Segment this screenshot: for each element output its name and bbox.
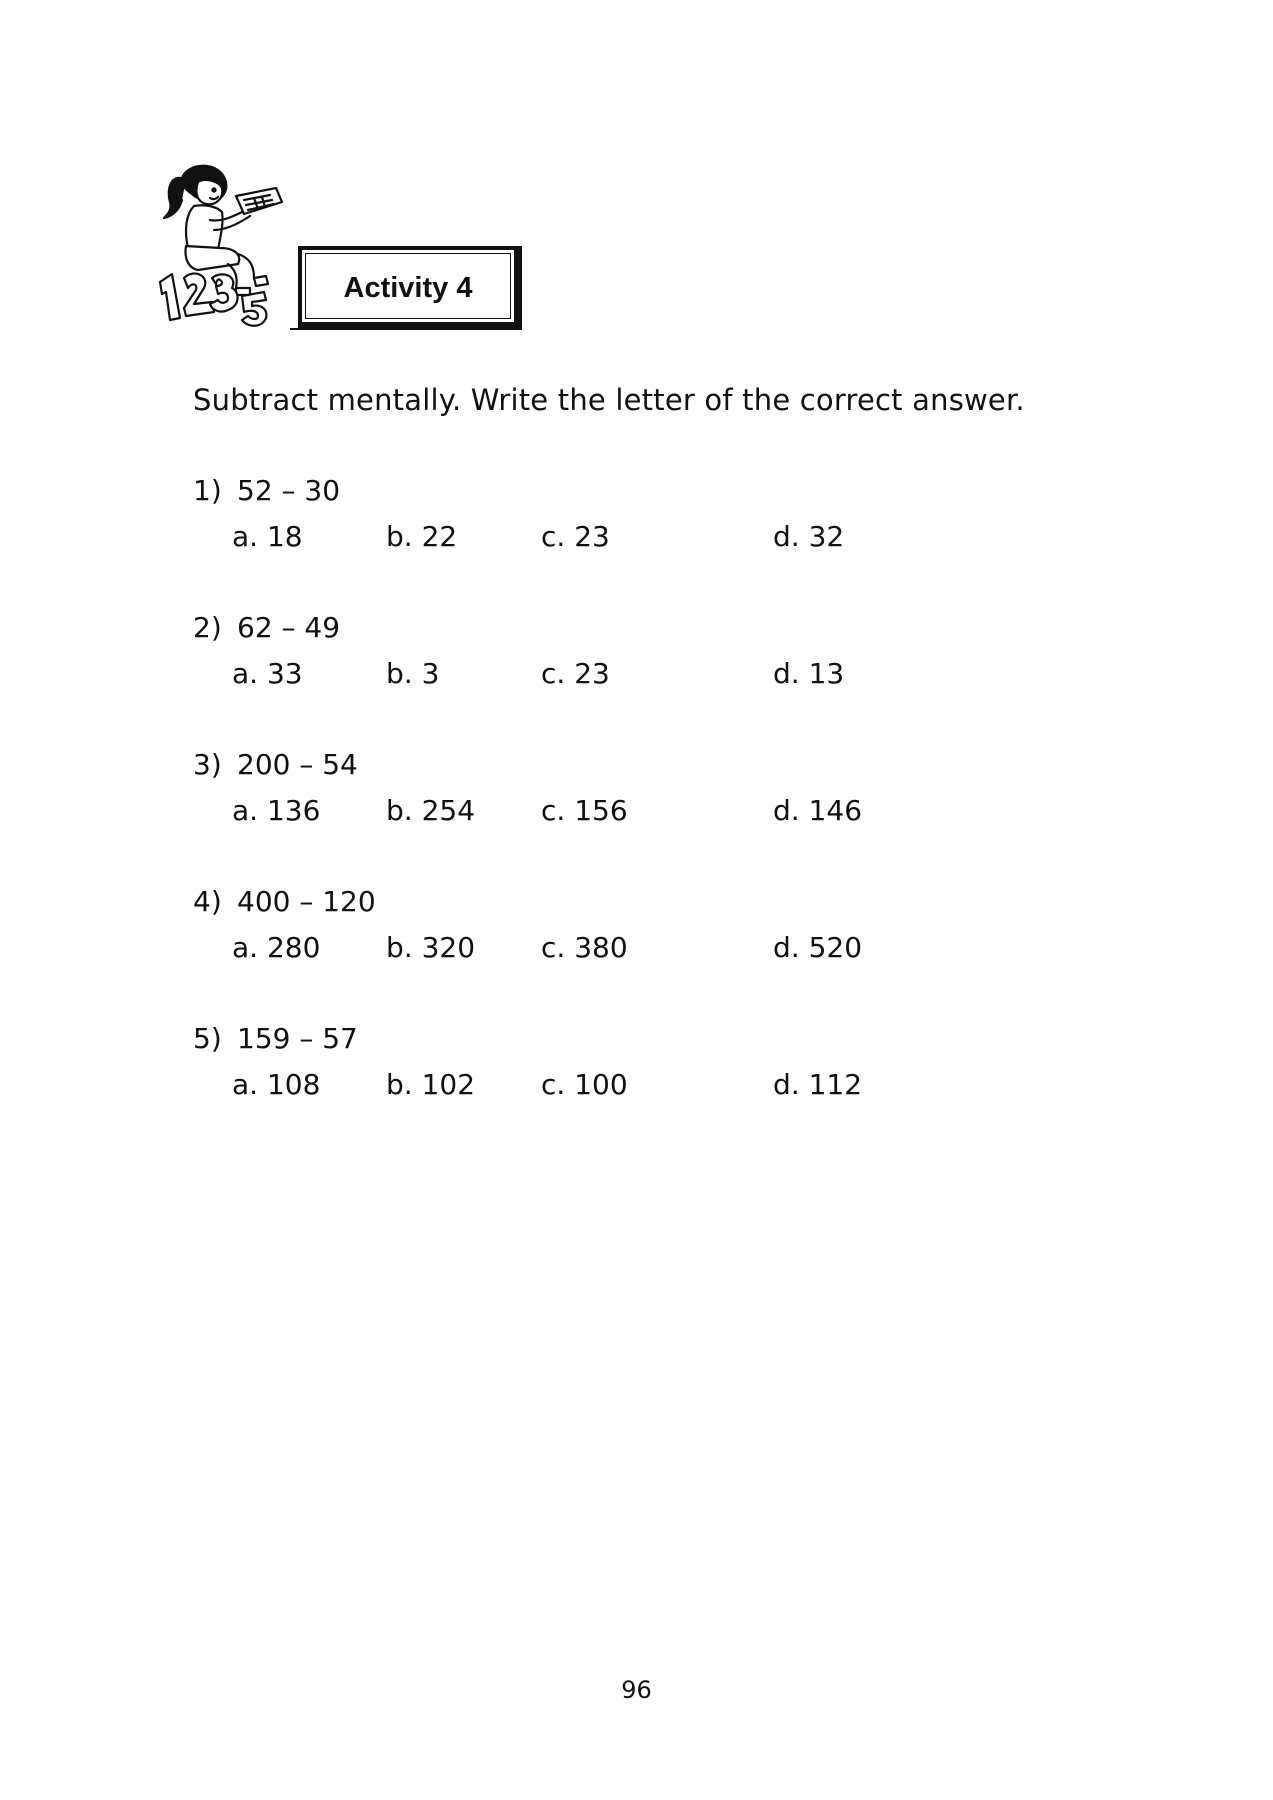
choice-d: d. 32 (773, 520, 845, 553)
activity-title: Activity 4 (343, 272, 473, 304)
question-problem: 62 – 49 (237, 611, 341, 644)
question-number: 1) (193, 474, 222, 507)
question-number: 3) (193, 748, 222, 781)
choice-c: c. 23 (541, 520, 610, 553)
choice-a: a. 18 (232, 520, 303, 553)
question-problem: 400 – 120 (237, 885, 376, 918)
choice-b: b. 254 (386, 794, 476, 827)
choice-c: c. 156 (541, 794, 628, 827)
choice-a: a. 280 (232, 931, 321, 964)
question-number: 5) (193, 1022, 222, 1055)
page-number: 96 (621, 1676, 652, 1704)
choice-b: b. 22 (386, 520, 458, 553)
instructions: Subtract mentally. Write the letter of the correct answer. (193, 383, 1025, 417)
question-number: 2) (193, 611, 222, 644)
choice-c: c. 100 (541, 1068, 628, 1101)
question-stem (193, 474, 340, 507)
choice-a: a. 136 (232, 794, 321, 827)
choice-c: c. 23 (541, 657, 610, 690)
question-problem: 200 – 54 (237, 748, 358, 781)
choice-d: d. 520 (773, 931, 863, 964)
question-3 (193, 748, 1093, 848)
question-1 (193, 474, 1093, 574)
choice-c: c. 380 (541, 931, 628, 964)
question-stem (193, 1022, 358, 1055)
question-problem: 159 – 57 (237, 1022, 358, 1055)
question-number: 4) (193, 885, 222, 918)
question-5 (193, 1022, 1093, 1122)
girl-with-calculator-icon (158, 158, 308, 334)
choice-a: a. 33 (232, 657, 303, 690)
question-stem (193, 748, 358, 781)
question-2 (193, 611, 1093, 711)
choice-d: d. 146 (773, 794, 863, 827)
activity-title-box (298, 246, 522, 330)
question-stem (193, 885, 376, 918)
choice-a: a. 108 (232, 1068, 321, 1101)
choice-b: b. 102 (386, 1068, 476, 1101)
choice-d: d. 13 (773, 657, 845, 690)
choice-d: d. 112 (773, 1068, 863, 1101)
choice-b: b. 320 (386, 931, 476, 964)
question-stem (193, 611, 340, 644)
question-problem: 52 – 30 (237, 474, 341, 507)
title-underline (290, 328, 320, 330)
choice-b: b. 3 (386, 657, 440, 690)
question-4 (193, 885, 1093, 985)
